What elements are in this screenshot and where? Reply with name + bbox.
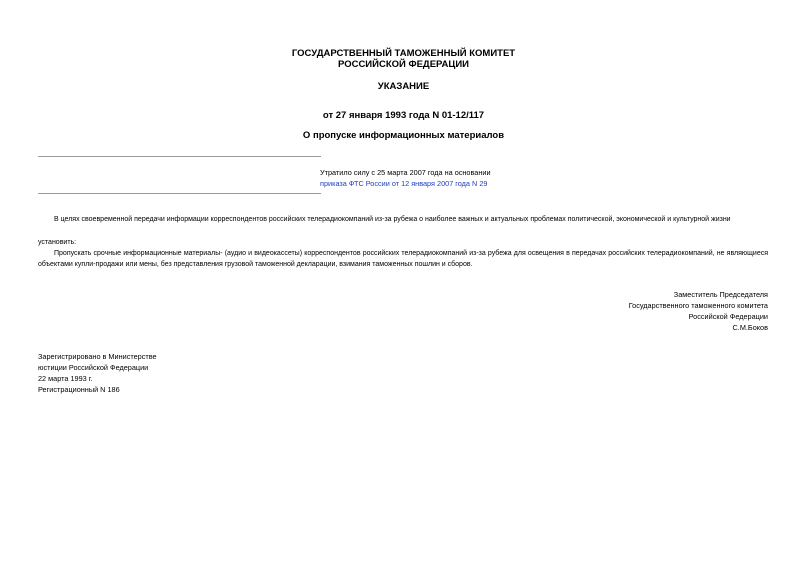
agency-line-1: ГОСУДАРСТВЕННЫЙ ТАМОЖЕННЫЙ КОМИТЕТ [291, 48, 516, 59]
document-date-number: от 27 января 1993 года N 01-12/117 [322, 110, 485, 121]
established-clause: установить: [38, 239, 77, 246]
document-subject: О пропуске информационных материалов [302, 130, 505, 141]
signatory-name: С.М.Боков [732, 323, 768, 332]
signature-block [629, 289, 768, 333]
registration-block [38, 351, 157, 395]
preamble-paragraph: В целях своевременной передачи информации корреспондентов российских телерадиокомпаний из-за рубежа о наиболее важных и актуальных проблемах политической, экономической и культурной жизни [54, 216, 731, 223]
signature-title-line-2: Государственного таможенного комитета [628, 301, 768, 310]
expiry-text: Утратило силу с 25 марта 2007 года на основании [320, 168, 491, 177]
decree-paragraph: Пропускать срочные информационные материалы- (аудио и видеокассеты) корреспондентов российских телерадиокомпаний из-за рубежа для освещения в передачах российских телерадиокомпаний, не являющиеся объектами купли-продажи или мены, без представления грузовой таможенной декларации, взимания таможенных пошлин и сборов. [38, 250, 768, 268]
signature-title-line-1: Заместитель Председателя [673, 290, 768, 299]
expiry-order-link[interactable]: приказа ФТС России от 12 января 2007 года N 29 [320, 179, 488, 188]
agency-heading [0, 48, 807, 70]
registration-date: 22 марта 1993 г. [38, 374, 93, 383]
agency-line-2: РОССИЙСКОЙ ФЕДЕРАЦИИ [337, 59, 469, 70]
registration-line-1: Зарегистрировано в Министерстве [38, 352, 157, 361]
expiry-notice [320, 167, 491, 189]
signature-title-line-3: Российской Федерации [688, 312, 768, 321]
registration-number: Регистрационный N 186 [38, 385, 120, 394]
divider-bottom [38, 193, 321, 194]
divider-top [38, 156, 321, 157]
registration-line-2: юстиции Российской Федерации [38, 363, 149, 372]
document-type: УКАЗАНИЕ [377, 81, 430, 92]
